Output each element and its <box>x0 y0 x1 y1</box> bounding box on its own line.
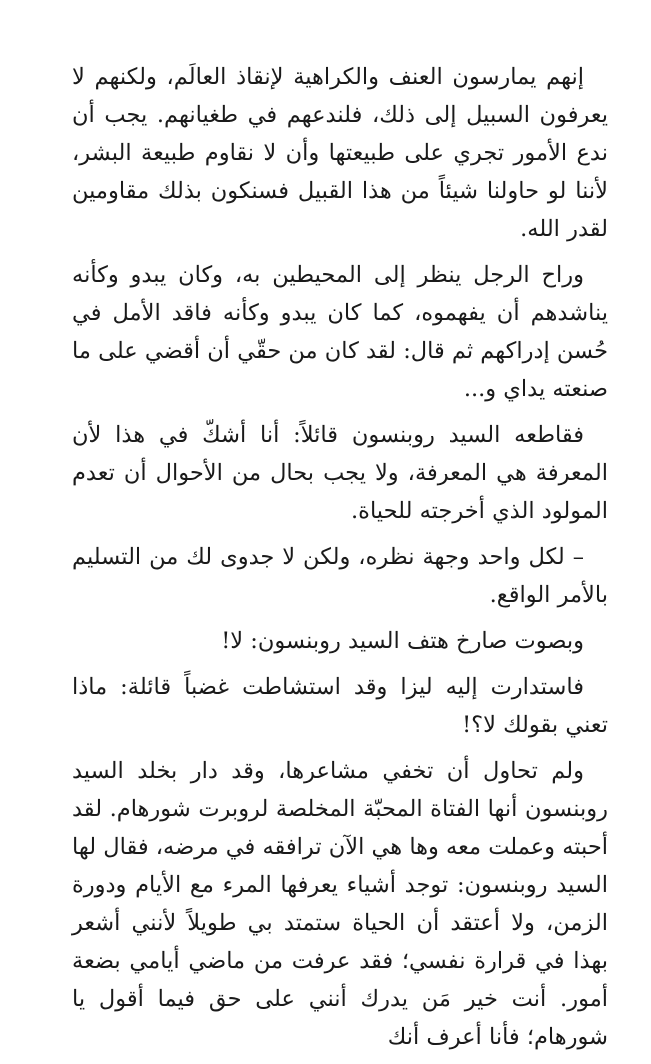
paragraph-1: إنهم يمارسون العنف والكراهية لإنقاذ العالَم، ولكنهم لا يعرفون السبيل إلى ذلك، فلندعهم في طغيانهم. يجب أن ندع الأمور تجري على طبيعتها وأن لا نقاوم طبيعة البشر، لأننا لو حاولنا شيئاً من هذا القبيل فسنكون بذلك مقاومين لقدر الله. <box>72 64 608 242</box>
paragraph-5: وبصوت صارخ هتف السيد روبنسون: لا! <box>221 628 584 654</box>
paragraph-6: فاستدارت إليه ليزا وقد استشاطت غضباً قائلة: ماذا تعني بقولك لا؟! <box>72 674 608 738</box>
paragraph-4: – لكل واحد وجهة نظره، ولكن لا جدوى لك من التسليم بالأمر الواقع. <box>72 544 608 608</box>
paragraph-2: وراح الرجل ينظر إلى المحيطين به، وكان يبدو وكأنه يناشدهم أن يفهموه، كما كان يبدو وكأنه فاقد الأمل في حُسن إدراكهم ثم قال: لقد كان من حقّي أن أقضي على ما صنعته يداي و... <box>72 262 608 402</box>
document-page <box>72 58 608 1064</box>
paragraph-3: فقاطعه السيد روبنسون قائلاً: أنا أشكّ في هذا لأن المعرفة هي المعرفة، ولا يجب بحال من الأحوال أن تعدم المولود الذي أخرجته للحياة. <box>72 422 608 524</box>
paragraph-7: ولم تحاول أن تخفي مشاعرها، وقد دار بخلد السيد روبنسون أنها الفتاة المحبّة المخلصة لروبرت شورهام. لقد أحبته وعملت معه وها هي الآن ترافقه في مرضه، فقال لها السيد روبنسون: توجد أشياء يعرفها المرء مع الأيام ودورة الزمن، ولا أعتقد أن الحياة ستمتد بي طويلاً لأنني أشعر بهذا في قرارة نفسي؛ فقد عرفت من ماضي أيامي بضعة أمور. أنت خير مَن يدرك أنني على حق فيما أقول يا شورهام؛ فأنا أعرف أنك <box>72 758 608 1050</box>
